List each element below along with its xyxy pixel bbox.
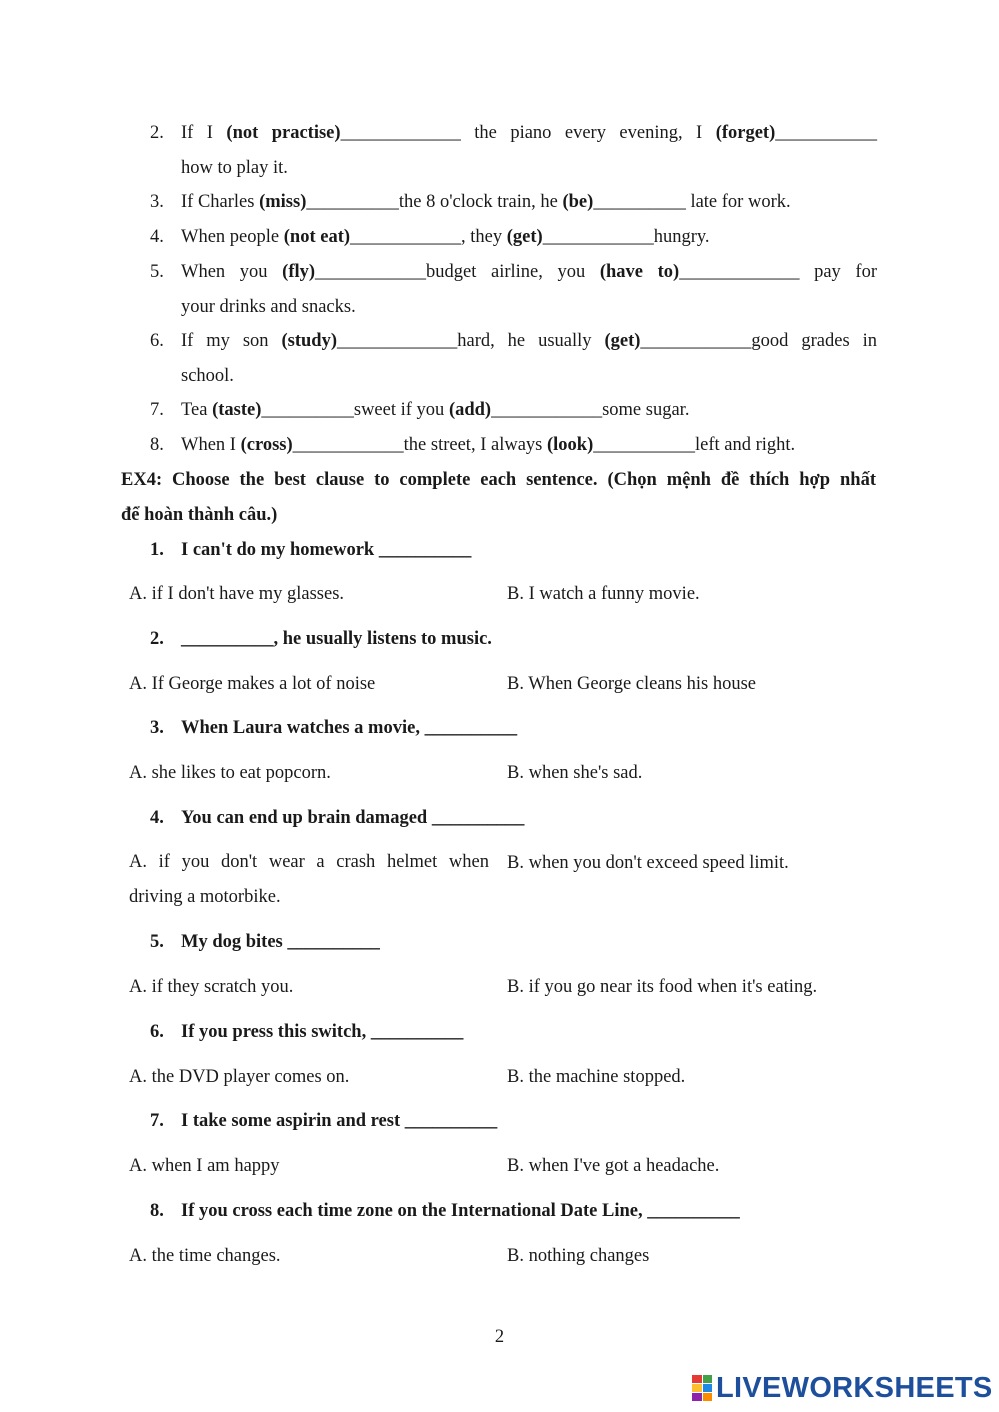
ex4-question-number: 2.	[150, 629, 164, 649]
sentence-fragment: _____________ pay for	[679, 262, 877, 282]
ex4-question-text: When Laura watches a movie, __________	[181, 718, 518, 738]
option-a[interactable]: A. If George makes a lot of noise	[129, 674, 376, 694]
verb-prompt: (add)	[448, 400, 492, 420]
option-b[interactable]: B. the machine stopped.	[507, 1067, 686, 1087]
liveworksheets-logo	[692, 1372, 993, 1404]
sentence-fragment: _____________hard, he usually	[337, 331, 605, 351]
ex4-question-text: I can't do my homework __________	[181, 540, 472, 560]
option-b[interactable]: B. nothing changes	[507, 1246, 650, 1266]
ex3-item-number: 2.	[150, 123, 164, 143]
ex4-question	[150, 806, 524, 830]
ex4-question	[150, 627, 492, 651]
ex4-question-text: If you press this switch, __________	[181, 1022, 464, 1042]
option-a[interactable]: A. if I don't have my glasses.	[129, 584, 345, 604]
verb-prompt: (get)	[506, 227, 543, 247]
sentence-fragment: If Charles	[181, 192, 260, 212]
ex3-item-text	[181, 398, 877, 422]
sentence-fragment: When people	[181, 227, 284, 247]
verb-prompt: (fly)	[282, 262, 316, 282]
verb-prompt: (not eat)	[283, 227, 351, 247]
sentence-fragment: Tea	[181, 400, 213, 420]
ex4-question-number: 5.	[150, 932, 164, 952]
ex4-question	[150, 930, 380, 954]
verb-prompt: (have to)	[599, 262, 680, 282]
ex4-question-number: 6.	[150, 1022, 164, 1042]
sentence-fragment: If my son	[181, 331, 282, 351]
sentence-fragment: ____________hungry.	[542, 227, 710, 247]
ex4-question	[150, 1199, 740, 1223]
ex4-question-number: 4.	[150, 808, 164, 828]
verb-prompt: (miss)	[259, 192, 307, 212]
ex4-question-text: __________, he usually listens to music.	[181, 629, 492, 649]
option-b[interactable]: B. When George cleans his house	[507, 674, 757, 694]
ex4-question	[150, 716, 517, 740]
verb-prompt: (study)	[281, 331, 337, 351]
option-a[interactable]: A. the DVD player comes on.	[129, 1067, 350, 1087]
sentence-fragment: _____________ the piano every evening, I	[340, 123, 716, 143]
ex4-question	[150, 1020, 463, 1044]
ex4-question-text: My dog bites __________	[181, 932, 380, 952]
page-number: 2	[494, 1327, 505, 1347]
option-b[interactable]: B. when you don't exceed speed limit.	[507, 853, 789, 873]
verb-prompt: (not practise)	[226, 123, 341, 143]
sentence-fragment: ____________, they	[350, 227, 507, 247]
verb-prompt: (forget)	[715, 123, 776, 143]
ex3-item-text	[181, 190, 877, 214]
ex3-item-number: 7.	[150, 400, 164, 420]
verb-prompt: (taste)	[212, 400, 262, 420]
sentence-fragment: ___________left and right.	[593, 435, 796, 455]
sentence-fragment: __________the 8 o'clock train, he	[306, 192, 563, 212]
ex3-item-continuation: school.	[181, 366, 234, 386]
ex3-item-text	[181, 121, 877, 145]
ex3-item-number: 6.	[150, 331, 164, 351]
ex3-item-text	[181, 433, 877, 457]
ex4-question	[150, 538, 471, 562]
ex4-heading-line2: để hoàn thành câu.)	[121, 505, 278, 525]
sentence-fragment: When I	[181, 435, 241, 455]
option-a[interactable]: A. when I am happy	[129, 1156, 280, 1176]
sentence-fragment: ___________	[775, 123, 878, 143]
option-b[interactable]: B. I watch a funny movie.	[507, 584, 700, 604]
option-b[interactable]: B. when she's sad.	[507, 763, 643, 783]
ex3-item-text	[181, 329, 877, 353]
option-a[interactable]: A. if you don't wear a crash helmet when driving a motorbike.	[129, 852, 489, 907]
ex3-item-text	[181, 260, 877, 284]
option-a[interactable]: A. the time changes.	[129, 1246, 281, 1266]
sentence-fragment: __________ late for work.	[593, 192, 791, 212]
ex3-item-continuation: your drinks and snacks.	[181, 297, 356, 317]
ex4-heading-line1: EX4: Choose the best clause to complete each sentence. (Chọn mệnh đề thích hợp nhất	[121, 470, 876, 490]
verb-prompt: (look)	[546, 435, 594, 455]
ex3-item-number: 5.	[150, 262, 164, 282]
ex4-question-number: 8.	[150, 1201, 164, 1221]
sentence-fragment: ____________budget airline, you	[315, 262, 600, 282]
verb-prompt: (be)	[562, 192, 594, 212]
ex4-question-number: 7.	[150, 1111, 164, 1131]
sentence-fragment: If I	[181, 123, 227, 143]
ex3-item-continuation: how to play it.	[181, 158, 288, 178]
liveworksheets-logo-icon	[692, 1375, 712, 1401]
ex4-question-text: I take some aspirin and rest __________	[181, 1111, 498, 1131]
option-a[interactable]: A. if they scratch you.	[129, 977, 294, 997]
sentence-fragment: When you	[181, 262, 283, 282]
sentence-fragment: ____________the street, I always	[292, 435, 547, 455]
ex3-item-number: 4.	[150, 227, 164, 247]
verb-prompt: (get)	[604, 331, 641, 351]
liveworksheets-logo-text: LIVEWORKSHEETS	[716, 1371, 993, 1404]
ex3-item-number: 8.	[150, 435, 164, 455]
ex4-question-number: 3.	[150, 718, 164, 738]
ex3-item-text	[181, 225, 877, 249]
option-b[interactable]: B. if you go near its food when it's eating.	[507, 977, 818, 997]
ex4-question-number: 1.	[150, 540, 164, 560]
option-b[interactable]: B. when I've got a headache.	[507, 1156, 720, 1176]
sentence-fragment: ____________some sugar.	[491, 400, 690, 420]
ex4-question-text: You can end up brain damaged __________	[181, 808, 525, 828]
ex4-question	[150, 1109, 497, 1133]
ex4-question-text: If you cross each time zone on the International Date Line, __________	[181, 1201, 740, 1221]
sentence-fragment: __________sweet if you	[261, 400, 449, 420]
ex3-item-number: 3.	[150, 192, 164, 212]
verb-prompt: (cross)	[240, 435, 293, 455]
sentence-fragment: ____________good grades in	[640, 331, 877, 351]
option-a[interactable]: A. she likes to eat popcorn.	[129, 763, 331, 783]
